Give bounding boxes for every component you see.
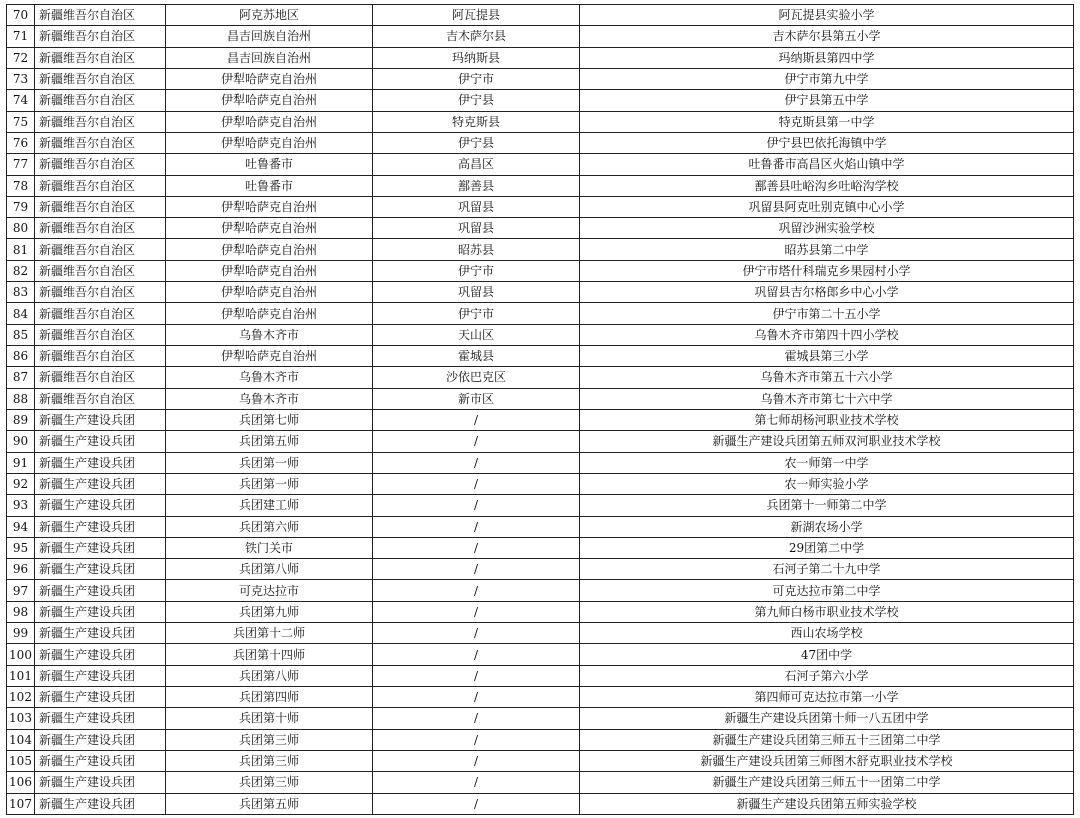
school-name-cell: 石河子第二十九中学 <box>580 559 1074 580</box>
county-cell: / <box>373 601 580 622</box>
row-number-cell: 106 <box>7 772 35 793</box>
city-cell: 伊犁哈萨克自治州 <box>166 68 373 89</box>
table-row <box>7 196 1074 217</box>
school-name-cell: 新湖农场小学 <box>580 516 1074 537</box>
city-cell: 兵团第四师 <box>166 687 373 708</box>
province-cell: 新疆生产建设兵团 <box>35 409 166 430</box>
row-number-cell: 90 <box>7 431 35 452</box>
school-name-cell: 巩留沙洲实验学校 <box>580 218 1074 239</box>
table-row <box>7 175 1074 196</box>
school-name-cell: 霍城县第三小学 <box>580 346 1074 367</box>
province-cell: 新疆维吾尔自治区 <box>35 175 166 196</box>
county-cell: 新市区 <box>373 388 580 409</box>
row-number-cell: 92 <box>7 473 35 494</box>
row-number-cell: 91 <box>7 452 35 473</box>
school-name-cell: 农一师实验小学 <box>580 473 1074 494</box>
province-cell: 新疆生产建设兵团 <box>35 687 166 708</box>
county-cell: 鄯善县 <box>373 175 580 196</box>
school-name-cell: 兵团第十一师第二中学 <box>580 495 1074 516</box>
table-row <box>7 26 1074 47</box>
table-row <box>7 218 1074 239</box>
table-row <box>7 452 1074 473</box>
province-cell: 新疆生产建设兵团 <box>35 580 166 601</box>
county-cell: / <box>373 580 580 601</box>
city-cell: 伊犁哈萨克自治州 <box>166 282 373 303</box>
county-cell: / <box>373 473 580 494</box>
school-name-cell: 吉木萨尔县第五小学 <box>580 26 1074 47</box>
county-cell: / <box>373 409 580 430</box>
city-cell: 兵团第十师 <box>166 708 373 729</box>
city-cell: 伊犁哈萨克自治州 <box>166 132 373 153</box>
row-number-cell: 71 <box>7 26 35 47</box>
table-row <box>7 132 1074 153</box>
school-name-cell: 西山农场学校 <box>580 623 1074 644</box>
row-number-cell: 98 <box>7 601 35 622</box>
row-number-cell: 107 <box>7 793 35 814</box>
county-cell: / <box>373 559 580 580</box>
province-cell: 新疆生产建设兵团 <box>35 623 166 644</box>
county-cell: / <box>373 516 580 537</box>
school-name-cell: 吐鲁番市高昌区火焰山镇中学 <box>580 154 1074 175</box>
school-name-cell: 可克达拉市第二中学 <box>580 580 1074 601</box>
county-cell: 伊宁县 <box>373 132 580 153</box>
table-row <box>7 346 1074 367</box>
school-name-cell: 伊宁县第五中学 <box>580 90 1074 111</box>
county-cell: 霍城县 <box>373 346 580 367</box>
county-cell: / <box>373 495 580 516</box>
county-cell: / <box>373 665 580 686</box>
table-row <box>7 729 1074 750</box>
province-cell: 新疆维吾尔自治区 <box>35 239 166 260</box>
row-number-cell: 89 <box>7 409 35 430</box>
school-name-cell: 昭苏县第二中学 <box>580 239 1074 260</box>
table-row <box>7 623 1074 644</box>
table-row <box>7 68 1074 89</box>
county-cell: 吉木萨尔县 <box>373 26 580 47</box>
row-number-cell: 96 <box>7 559 35 580</box>
province-cell: 新疆生产建设兵团 <box>35 431 166 452</box>
county-cell: 天山区 <box>373 324 580 345</box>
city-cell: 可克达拉市 <box>166 580 373 601</box>
table-row <box>7 580 1074 601</box>
row-number-cell: 88 <box>7 388 35 409</box>
city-cell: 吐鲁番市 <box>166 175 373 196</box>
table-row <box>7 793 1074 814</box>
province-cell: 新疆维吾尔自治区 <box>35 132 166 153</box>
school-name-cell: 乌鲁木齐市第五十六小学 <box>580 367 1074 388</box>
school-name-cell: 第四师可克达拉市第一小学 <box>580 687 1074 708</box>
row-number-cell: 80 <box>7 218 35 239</box>
county-cell: / <box>373 431 580 452</box>
school-name-cell: 第九师白杨市职业技术学校 <box>580 601 1074 622</box>
county-cell: 阿瓦提县 <box>373 5 580 26</box>
city-cell: 伊犁哈萨克自治州 <box>166 260 373 281</box>
province-cell: 新疆生产建设兵团 <box>35 708 166 729</box>
table-row <box>7 47 1074 68</box>
county-cell: 伊宁市 <box>373 68 580 89</box>
city-cell: 兵团第八师 <box>166 559 373 580</box>
table-row <box>7 537 1074 558</box>
school-name-cell: 新疆生产建设兵团第五师双河职业技术学校 <box>580 431 1074 452</box>
table-row <box>7 303 1074 324</box>
county-cell: 特克斯县 <box>373 111 580 132</box>
row-number-cell: 75 <box>7 111 35 132</box>
row-number-cell: 87 <box>7 367 35 388</box>
province-cell: 新疆生产建设兵团 <box>35 516 166 537</box>
city-cell: 伊犁哈萨克自治州 <box>166 239 373 260</box>
row-number-cell: 76 <box>7 132 35 153</box>
row-number-cell: 78 <box>7 175 35 196</box>
row-number-cell: 86 <box>7 346 35 367</box>
table-row <box>7 154 1074 175</box>
county-cell: / <box>373 687 580 708</box>
school-name-cell: 新疆生产建设兵团第五师实验学校 <box>580 793 1074 814</box>
city-cell: 乌鲁木齐市 <box>166 324 373 345</box>
table-row <box>7 409 1074 430</box>
province-cell: 新疆生产建设兵团 <box>35 495 166 516</box>
city-cell: 兵团第三师 <box>166 729 373 750</box>
city-cell: 昌吉回族自治州 <box>166 47 373 68</box>
county-cell: 巩留县 <box>373 196 580 217</box>
county-cell: 伊宁市 <box>373 260 580 281</box>
table-row <box>7 282 1074 303</box>
city-cell: 阿克苏地区 <box>166 5 373 26</box>
school-name-cell: 鄯善县吐峪沟乡吐峪沟学校 <box>580 175 1074 196</box>
table-row <box>7 687 1074 708</box>
table-row <box>7 559 1074 580</box>
row-number-cell: 95 <box>7 537 35 558</box>
row-number-cell: 72 <box>7 47 35 68</box>
city-cell: 伊犁哈萨克自治州 <box>166 346 373 367</box>
school-name-cell: 新疆生产建设兵团第三师图木舒克职业技术学校 <box>580 750 1074 771</box>
province-cell: 新疆维吾尔自治区 <box>35 218 166 239</box>
table-row <box>7 644 1074 665</box>
table-row <box>7 495 1074 516</box>
table-row <box>7 516 1074 537</box>
row-number-cell: 99 <box>7 623 35 644</box>
school-name-cell: 伊宁市第九中学 <box>580 68 1074 89</box>
table-row <box>7 601 1074 622</box>
school-name-cell: 石河子第六小学 <box>580 665 1074 686</box>
county-cell: 巩留县 <box>373 282 580 303</box>
school-name-cell: 玛纳斯县第四中学 <box>580 47 1074 68</box>
table-row <box>7 388 1074 409</box>
province-cell: 新疆生产建设兵团 <box>35 665 166 686</box>
province-cell: 新疆维吾尔自治区 <box>35 282 166 303</box>
city-cell: 兵团第九师 <box>166 601 373 622</box>
row-number-cell: 105 <box>7 750 35 771</box>
city-cell: 兵团第五师 <box>166 431 373 452</box>
province-cell: 新疆维吾尔自治区 <box>35 5 166 26</box>
city-cell: 伊犁哈萨克自治州 <box>166 303 373 324</box>
city-cell: 兵团第一师 <box>166 452 373 473</box>
row-number-cell: 81 <box>7 239 35 260</box>
province-cell: 新疆生产建设兵团 <box>35 452 166 473</box>
school-name-cell: 新疆生产建设兵团第三师五十三团第二中学 <box>580 729 1074 750</box>
table-row <box>7 473 1074 494</box>
province-cell: 新疆维吾尔自治区 <box>35 196 166 217</box>
county-cell: 伊宁县 <box>373 90 580 111</box>
province-cell: 新疆生产建设兵团 <box>35 601 166 622</box>
table-row <box>7 772 1074 793</box>
city-cell: 兵团第一师 <box>166 473 373 494</box>
school-name-cell: 农一师第一中学 <box>580 452 1074 473</box>
school-name-cell: 巩留县阿克吐别克镇中心小学 <box>580 196 1074 217</box>
table-row <box>7 90 1074 111</box>
province-cell: 新疆维吾尔自治区 <box>35 388 166 409</box>
table-row <box>7 324 1074 345</box>
city-cell: 伊犁哈萨克自治州 <box>166 90 373 111</box>
school-name-cell: 新疆生产建设兵团第十师一八五团中学 <box>580 708 1074 729</box>
city-cell: 伊犁哈萨克自治州 <box>166 111 373 132</box>
city-cell: 伊犁哈萨克自治州 <box>166 196 373 217</box>
province-cell: 新疆生产建设兵团 <box>35 729 166 750</box>
row-number-cell: 100 <box>7 644 35 665</box>
row-number-cell: 73 <box>7 68 35 89</box>
row-number-cell: 82 <box>7 260 35 281</box>
province-cell: 新疆维吾尔自治区 <box>35 303 166 324</box>
school-name-cell: 29团第二中学 <box>580 537 1074 558</box>
province-cell: 新疆维吾尔自治区 <box>35 346 166 367</box>
row-number-cell: 103 <box>7 708 35 729</box>
row-number-cell: 74 <box>7 90 35 111</box>
school-name-cell: 第七师胡杨河职业技术学校 <box>580 409 1074 430</box>
city-cell: 兵团第十二师 <box>166 623 373 644</box>
school-name-cell: 新疆生产建设兵团第三师五十一团第二中学 <box>580 772 1074 793</box>
city-cell: 吐鲁番市 <box>166 154 373 175</box>
county-cell: 昭苏县 <box>373 239 580 260</box>
province-cell: 新疆生产建设兵团 <box>35 793 166 814</box>
province-cell: 新疆维吾尔自治区 <box>35 47 166 68</box>
table-row <box>7 5 1074 26</box>
city-cell: 兵团建工师 <box>166 495 373 516</box>
table-row <box>7 750 1074 771</box>
school-name-cell: 伊宁市塔什科瑞克乡果园村小学 <box>580 260 1074 281</box>
city-cell: 铁门关市 <box>166 537 373 558</box>
row-number-cell: 83 <box>7 282 35 303</box>
table-body <box>7 5 1074 815</box>
city-cell: 兵团第七师 <box>166 409 373 430</box>
province-cell: 新疆维吾尔自治区 <box>35 68 166 89</box>
school-name-cell: 伊宁市第二十五小学 <box>580 303 1074 324</box>
city-cell: 兵团第三师 <box>166 750 373 771</box>
province-cell: 新疆生产建设兵团 <box>35 644 166 665</box>
city-cell: 乌鲁木齐市 <box>166 388 373 409</box>
school-name-cell: 乌鲁木齐市第七十六中学 <box>580 388 1074 409</box>
county-cell: / <box>373 644 580 665</box>
county-cell: 伊宁市 <box>373 303 580 324</box>
table-row <box>7 260 1074 281</box>
table-row <box>7 665 1074 686</box>
county-cell: 沙依巴克区 <box>373 367 580 388</box>
city-cell: 伊犁哈萨克自治州 <box>166 218 373 239</box>
table-row <box>7 367 1074 388</box>
row-number-cell: 79 <box>7 196 35 217</box>
county-cell: 巩留县 <box>373 218 580 239</box>
school-name-cell: 阿瓦提县实验小学 <box>580 5 1074 26</box>
province-cell: 新疆维吾尔自治区 <box>35 324 166 345</box>
table-row <box>7 111 1074 132</box>
city-cell: 兵团第五师 <box>166 793 373 814</box>
county-cell: / <box>373 729 580 750</box>
province-cell: 新疆维吾尔自治区 <box>35 111 166 132</box>
province-cell: 新疆生产建设兵团 <box>35 772 166 793</box>
row-number-cell: 94 <box>7 516 35 537</box>
table-row <box>7 239 1074 260</box>
county-cell: 高昌区 <box>373 154 580 175</box>
province-cell: 新疆维吾尔自治区 <box>35 26 166 47</box>
row-number-cell: 101 <box>7 665 35 686</box>
province-cell: 新疆生产建设兵团 <box>35 537 166 558</box>
row-number-cell: 93 <box>7 495 35 516</box>
province-cell: 新疆维吾尔自治区 <box>35 90 166 111</box>
row-number-cell: 104 <box>7 729 35 750</box>
county-cell: / <box>373 708 580 729</box>
school-list-table <box>6 4 1074 815</box>
city-cell: 兵团第六师 <box>166 516 373 537</box>
city-cell: 昌吉回族自治州 <box>166 26 373 47</box>
row-number-cell: 85 <box>7 324 35 345</box>
school-name-cell: 乌鲁木齐市第四十四小学校 <box>580 324 1074 345</box>
row-number-cell: 102 <box>7 687 35 708</box>
city-cell: 兵团第三师 <box>166 772 373 793</box>
province-cell: 新疆生产建设兵团 <box>35 473 166 494</box>
city-cell: 兵团第八师 <box>166 665 373 686</box>
county-cell: 玛纳斯县 <box>373 47 580 68</box>
table-row <box>7 431 1074 452</box>
city-cell: 兵团第十四师 <box>166 644 373 665</box>
province-cell: 新疆维吾尔自治区 <box>35 367 166 388</box>
row-number-cell: 97 <box>7 580 35 601</box>
school-name-cell: 47团中学 <box>580 644 1074 665</box>
province-cell: 新疆生产建设兵团 <box>35 750 166 771</box>
county-cell: / <box>373 793 580 814</box>
city-cell: 乌鲁木齐市 <box>166 367 373 388</box>
county-cell: / <box>373 537 580 558</box>
table-row <box>7 708 1074 729</box>
province-cell: 新疆维吾尔自治区 <box>35 154 166 175</box>
school-name-cell: 特克斯县第一中学 <box>580 111 1074 132</box>
county-cell: / <box>373 750 580 771</box>
school-name-cell: 巩留县吉尔格郎乡中心小学 <box>580 282 1074 303</box>
school-name-cell: 伊宁县巴依托海镇中学 <box>580 132 1074 153</box>
province-cell: 新疆生产建设兵团 <box>35 559 166 580</box>
row-number-cell: 84 <box>7 303 35 324</box>
row-number-cell: 70 <box>7 5 35 26</box>
province-cell: 新疆维吾尔自治区 <box>35 260 166 281</box>
row-number-cell: 77 <box>7 154 35 175</box>
county-cell: / <box>373 772 580 793</box>
county-cell: / <box>373 623 580 644</box>
county-cell: / <box>373 452 580 473</box>
